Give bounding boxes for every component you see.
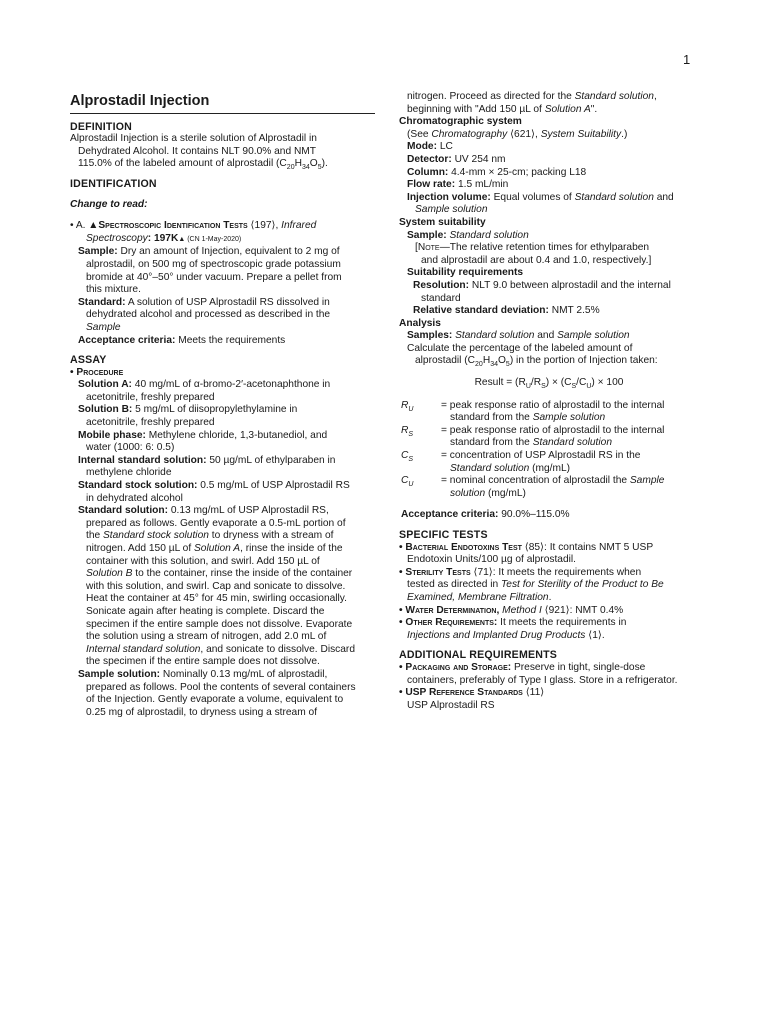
text-line (78, 480, 375, 493)
text-line (78, 430, 375, 443)
text-line: prepared as follows. Gently evaporate a 0.5-mL portion of (86, 517, 346, 529)
text-span: Sample (629, 475, 665, 487)
text-span: ⟨85⟩: (521, 541, 547, 553)
text-line (407, 129, 699, 142)
text-span: H (294, 158, 302, 170)
text-line: Heat the container at 45° for 45 min, swirling occasionally. (86, 593, 347, 605)
text-span: Mobile phase: (78, 429, 146, 441)
left-column (70, 91, 375, 719)
text-span: solution (450, 487, 486, 499)
text-span: Nominally 0.13 mg/mL of alprostadil, (160, 668, 328, 680)
text-line: alprostadil, on 500 mg of spectroscopic grade potassium (86, 258, 341, 270)
text-line (78, 297, 375, 310)
result-formula (399, 377, 699, 390)
text-line (415, 355, 699, 368)
text-line: Endotoxin Units/100 µg of alprostadil. (407, 554, 576, 566)
text-line (407, 330, 699, 343)
text-span: , (653, 91, 657, 102)
text-line (407, 192, 699, 205)
text-span (401, 475, 441, 500)
text-span: /R (530, 377, 542, 389)
text-line (450, 437, 699, 450)
text-line (450, 463, 699, 476)
text-span: 40 mg/mL of α-bromo-2′-acetonaphthone in (131, 379, 331, 391)
text-span: (CN 1-May-2020) (185, 235, 242, 243)
text-span: Preserve in tight, single-dose (511, 661, 646, 673)
text-span: • A. (70, 220, 89, 232)
text-span: System Suitability (540, 128, 622, 140)
text-span: Relative standard deviation: (413, 305, 549, 317)
monograph-title: Alprostadil Injection (70, 95, 375, 114)
text-span: . (548, 591, 552, 603)
text-line (407, 91, 699, 104)
text-span: Internal standard solution (86, 643, 201, 655)
text-span: ". (590, 103, 598, 115)
text-span: S (541, 383, 546, 391)
text-span: Solution B (86, 568, 133, 580)
text-span: 0.13 mg/mL of USP Alprostadil RS, (168, 505, 329, 517)
text-span: S (408, 430, 414, 438)
text-span: (See (407, 128, 432, 140)
text-span: .) (621, 128, 628, 140)
text-line (399, 687, 699, 700)
text-line: in dehydrated alcohol (86, 492, 183, 504)
text-span: 5 mg/mL of diisopropylethylamine in (132, 404, 298, 416)
text-line (86, 530, 375, 543)
text-span: Solution A (544, 103, 591, 115)
text-span: = nominal concentration of alprostadil the (441, 475, 630, 487)
text-span: Detector: (407, 153, 452, 165)
text-line: methylene chloride (86, 467, 172, 479)
text-span: Acceptance criteria: (78, 334, 176, 346)
text-line (407, 579, 699, 592)
text-line (70, 220, 375, 233)
text-span: ). (321, 158, 328, 170)
text-line: acetonitrile, freshly prepared (86, 417, 215, 429)
text-line (78, 455, 375, 468)
text-span: , rinse the inside of the (240, 543, 343, 554)
text-span (401, 450, 441, 475)
system-suitability-label: System suitability (399, 216, 486, 228)
text-line: prepared as follows. Pool the contents of several containers (86, 681, 356, 693)
text-span: 4.4-mm × 25-cm; packing L18 (448, 166, 587, 178)
text-line (399, 605, 699, 618)
text-span: Solution B: (78, 404, 133, 416)
text-line (86, 233, 375, 247)
text-line (78, 379, 375, 392)
text-span (401, 400, 441, 425)
text-span: Spectroscopy (86, 232, 148, 244)
text-line: Sonicate again after heating is complete. Discard the (86, 605, 325, 617)
text-line: Sample solution (415, 204, 488, 216)
text-span: nitrogen. Proceed as directed for the (407, 91, 575, 102)
text-span: It meets the requirements in (497, 617, 627, 629)
right-column (399, 91, 699, 712)
text-line (407, 141, 699, 154)
text-span: Internal standard solution: (78, 454, 207, 466)
text-span: ote (425, 242, 440, 254)
text-line: the specimen if the entire sample does not dissolve. (86, 656, 320, 668)
text-line (407, 104, 699, 117)
text-span: Sample solution (557, 330, 630, 342)
text-line: • Procedure (70, 366, 124, 378)
text-line: = concentration of USP Alprostadil RS in the (441, 450, 641, 462)
identification-heading: IDENTIFICATION (70, 177, 157, 190)
text-span: standard from the (450, 437, 533, 449)
assay-heading: ASSAY (70, 354, 107, 367)
text-span: 34 (301, 164, 310, 172)
formula-definitions (401, 400, 699, 501)
text-span: (mg/mL) (529, 462, 571, 474)
text-span: Column: (407, 166, 449, 178)
definition-heading: DEFINITION (70, 120, 133, 133)
text-span: NMT 0.4% (572, 604, 624, 616)
text-span: • Bacterial Endotoxins Test (399, 541, 522, 553)
text-line (407, 167, 699, 180)
text-span: • Water Determination, (399, 604, 500, 616)
text-line (86, 543, 375, 556)
text-line: = peak response ratio of alprostadil to the internal (441, 399, 665, 411)
text-span: 5 (317, 164, 322, 172)
text-line (450, 412, 699, 425)
text-span: LC (437, 141, 453, 153)
text-line (413, 280, 699, 293)
text-span: C (401, 475, 409, 487)
text-line: USP Alprostadil RS (407, 699, 495, 711)
text-span: 34 (490, 361, 498, 369)
text-line: the solution using a stream of nitrogen, add 2.0 mL of (86, 631, 327, 643)
text-span: Standard solution (450, 462, 530, 474)
text-span: S (408, 456, 414, 464)
text-span: U (586, 383, 592, 391)
text-span: • Sterility Tests (399, 566, 471, 578)
text-span: NLT 9.0 between alprostadil and the internal (469, 279, 671, 291)
text-span: Mode: (407, 141, 437, 153)
text-line: Alprostadil Injection is a sterile solution of Alprostadil in (70, 133, 317, 145)
text-span: 1.5 mL/min (455, 179, 509, 191)
text-span (441, 475, 699, 500)
text-span: Result = (R (474, 377, 526, 389)
text-line: Calculate the percentage of the labeled amount of (407, 342, 633, 354)
text-span: O (309, 158, 318, 170)
text-span (441, 400, 699, 425)
text-line (78, 505, 375, 518)
text-span: • Packaging and Storage: (399, 661, 512, 673)
text-line (407, 230, 699, 243)
text-span: nitrogen. Add 150 µL of (86, 543, 195, 554)
text-span: Standard solution (574, 191, 654, 203)
text-line: standard (421, 292, 461, 304)
text-line (407, 592, 699, 605)
text-span: , and sonicate to dissolve. Discard (200, 643, 355, 655)
text-span: ⟨71⟩: (470, 566, 496, 578)
text-span: Injection volume: (407, 191, 491, 203)
additional-requirements-heading: ADDITIONAL REQUIREMENTS (399, 649, 558, 662)
analysis-label: Analysis (399, 317, 441, 329)
text-span: 90.0%–115.0% (498, 509, 570, 521)
text-line (441, 475, 699, 488)
text-span: C (401, 450, 409, 462)
text-span: ⟨621⟩, (507, 128, 541, 140)
text-span: and (534, 330, 558, 342)
text-line (399, 542, 699, 555)
text-span: • USP Reference Standards (399, 687, 523, 699)
text-line (401, 509, 699, 522)
chrom-system-label: Chromatographic system (399, 116, 522, 128)
text-line (78, 404, 375, 417)
text-span: 50 µg/mL of ethylparaben in (206, 454, 336, 466)
text-line (450, 488, 699, 501)
text-span: standard from the (450, 412, 533, 424)
text-line (86, 568, 375, 581)
text-line (399, 662, 699, 675)
text-span: Injections and Implanted Drug Products (407, 629, 586, 641)
text-span: tested as directed in (407, 579, 502, 591)
text-span: ⟨197⟩, (247, 220, 282, 232)
text-line (407, 630, 699, 643)
definition-text (70, 133, 375, 171)
text-span: Flow rate: (407, 179, 456, 191)
text-line (86, 644, 375, 657)
text-line (415, 242, 699, 255)
text-line (399, 567, 699, 580)
text-line (78, 158, 375, 171)
text-span: Resolution: (413, 279, 470, 291)
text-line (78, 246, 375, 259)
text-line (399, 617, 699, 630)
text-span: Acceptance criteria: (401, 509, 499, 521)
text-span: Sample: (78, 246, 118, 258)
text-span: and (653, 191, 674, 203)
procedure (70, 367, 375, 720)
text-line: containers, preferably of Type I glass. Store in a refrigerator. (407, 674, 678, 686)
text-span: 5 (505, 361, 510, 369)
text-span: Sample solution: (78, 668, 161, 680)
text-span: R (401, 424, 409, 436)
text-span: U (408, 481, 414, 489)
text-span: /C (576, 377, 587, 389)
text-span: Sample solution (532, 412, 606, 424)
text-span: H (482, 355, 491, 367)
text-span: Standard solution (532, 437, 612, 449)
text-span: Solution A: (78, 379, 132, 391)
text-span: Equal volumes of (490, 191, 575, 203)
text-span: ▲ (178, 235, 186, 243)
text-span: Standard solution (446, 229, 529, 241)
text-span: Standard solution (455, 330, 535, 342)
text-span: ▲Spectroscopic Identification Tests (88, 220, 248, 232)
text-span: Standard solution: (78, 505, 168, 517)
text-span: It contains NMT 5 USP (546, 541, 654, 553)
text-line (413, 305, 699, 318)
text-line: container with this solution, and swirl. Add 150 µL of (86, 555, 320, 567)
text-span: It meets the requirements when (495, 566, 642, 578)
text-span: Infrared (281, 220, 317, 232)
text-line: 0.25 mg of alprostadil, to dryness using a stream of (86, 706, 318, 718)
page-number: 1 (683, 52, 691, 67)
text-span: Test for Sterility of the Product to Be (501, 579, 664, 591)
text-span: Samples: (407, 330, 453, 342)
text-span: Examined, Membrane Filtration (407, 591, 549, 603)
text-span: 20 (286, 164, 295, 172)
text-span: UV 254 nm (451, 153, 506, 165)
text-span: A solution of USP Alprostadil RS dissolved in (125, 296, 330, 308)
text-span: ⟨11⟩ (522, 687, 545, 699)
text-line: this mixture. (86, 284, 141, 296)
text-line: bromide at 40°–50° under vacuum. Prepare a pellet from (86, 271, 342, 283)
text-span: Solution A (194, 543, 241, 554)
text-span: Dry an amount of Injection, equivalent to 2 mg of (117, 246, 340, 258)
text-span: Standard: (78, 296, 126, 308)
text-line: Dehydrated Alcohol. It contains NLT 90.0% and NMT (78, 145, 317, 157)
text-span: Sample: (407, 229, 447, 241)
text-line: specimen if the entire sample does not dissolve. Evaporate (86, 618, 353, 630)
text-span: ) × (C (545, 377, 572, 389)
text-line: acetonitrile, freshly prepared (86, 391, 215, 403)
text-span: to dryness with a stream of (208, 530, 334, 542)
text-line (78, 669, 375, 682)
text-span (441, 450, 699, 475)
text-span: : 197K (147, 232, 179, 244)
text-line: Suitability requirements (407, 267, 524, 279)
text-line: with this solution, and swirl. Cap and sonicate to dissolve. (86, 580, 346, 592)
text-span: Standard stock solution: (78, 480, 198, 492)
text-span: U (525, 383, 531, 391)
text-span: Standard stock solution (103, 530, 209, 542)
text-span: O (497, 355, 506, 367)
text-span: to the container, rinse the inside of the container (132, 568, 353, 580)
text-line: water (1000: 6: 0.5) (86, 442, 175, 454)
text-line: = peak response ratio of alprostadil to the internal (441, 424, 665, 436)
text-span: ) in the portion of Injection taken: (509, 355, 658, 367)
text-line: Sample (86, 321, 121, 333)
text-span: ⟨921⟩: (541, 604, 573, 616)
text-span: 115.0% of the labeled amount of alprostadil (C (78, 158, 287, 170)
text-span: ⟨1⟩. (585, 629, 605, 641)
text-line: and alprostadil are about 0.4 and 1.0, respectively.] (421, 254, 652, 266)
text-span: Method I (499, 604, 542, 616)
text-line: of the Injection. Gently evaporate a volume, equivalent to (86, 694, 344, 706)
text-span: • Other Requirements: (399, 617, 498, 629)
text-span: Chromatography (431, 128, 508, 140)
text-span: 0.5 mg/mL of USP Alprostadil RS (197, 480, 350, 492)
text-span: the (86, 530, 103, 542)
text-line (78, 335, 375, 348)
text-span: R (401, 399, 409, 411)
text-span: ) × 100 (591, 377, 624, 389)
text-span: [N (415, 242, 426, 254)
specific-tests-heading: SPECIFIC TESTS (399, 529, 488, 541)
text-span: NMT 2.5% (548, 305, 600, 317)
text-span: 20 (475, 361, 483, 369)
test-a (70, 220, 375, 347)
text-span: alprostadil (C (415, 355, 476, 367)
text-span: Meets the requirements (175, 334, 286, 346)
text-span: U (408, 405, 414, 413)
text-line: dehydrated alcohol and processed as described in the (86, 309, 331, 321)
text-span: Methylene chloride, 1,3-butanediol, and (145, 429, 328, 441)
text-line (407, 179, 699, 192)
text-span: beginning with "Add 150 µL of (407, 103, 545, 115)
text-span: (mg/mL) (485, 487, 526, 499)
text-line (407, 154, 699, 167)
text-span: S (571, 383, 577, 391)
text-span (441, 425, 699, 450)
text-span: —The relative retention times for ethylparaben (439, 242, 650, 254)
change-to-read: Change to read: (70, 198, 148, 210)
text-span (401, 425, 441, 450)
text-span: Standard solution (574, 91, 654, 102)
